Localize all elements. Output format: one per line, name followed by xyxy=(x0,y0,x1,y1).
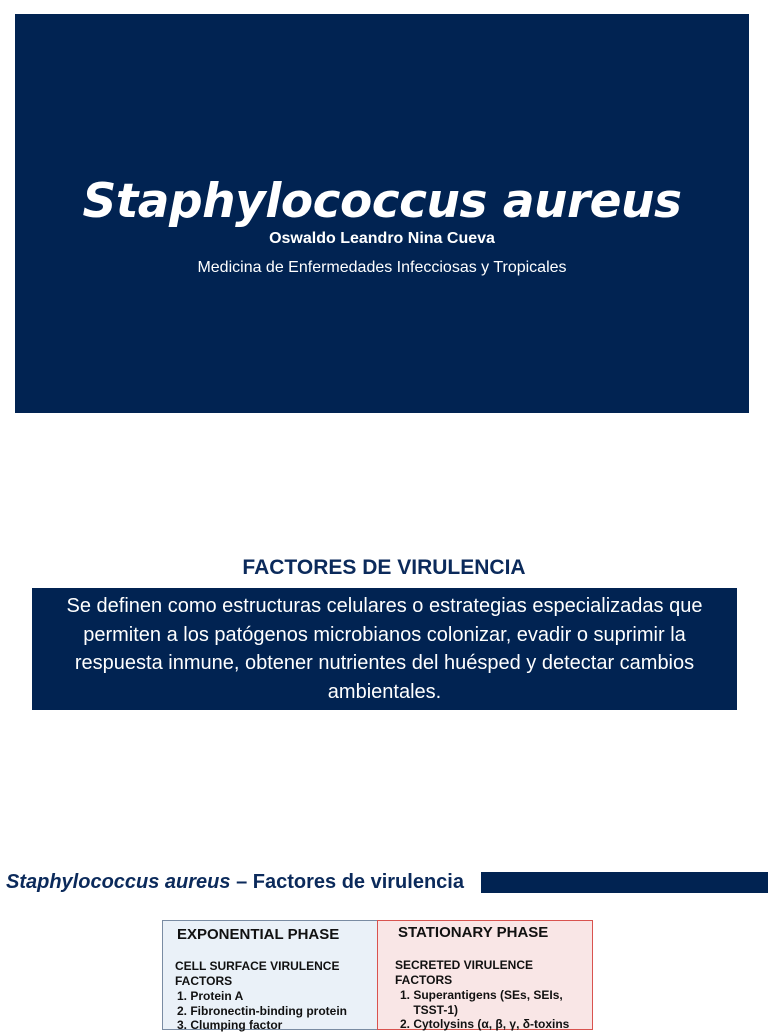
virulence-definition: Se definen como estructuras celulares o estrategias especializadas que permiten a los patógenos microbianos colonizar, evadir o suprimir la respuesta inmune, obtener nutrientes del huésped y detectar cambios ambientales. xyxy=(32,588,737,710)
list-item: 1. Protein A xyxy=(177,989,244,1003)
exponential-subheading xyxy=(175,959,339,989)
virulence-heading: FACTORES DE VIRULENCIA xyxy=(242,556,526,579)
exponential-phase-heading: EXPONENTIAL PHASE xyxy=(177,926,340,943)
list-item: TSST-1) xyxy=(400,1002,459,1017)
list-item: 2. Fibronectin-binding protein xyxy=(177,1003,347,1018)
slide-title: Staphylococcus aureus xyxy=(82,174,682,229)
slide3-title xyxy=(6,871,464,894)
stationary-factor-list xyxy=(400,988,569,1032)
department: Medicina de Enfermedades Infecciosas y Tropicales xyxy=(197,259,567,276)
stationary-subheading-line2: FACTORS xyxy=(395,973,453,987)
stationary-subheading-line1: SECRETED VIRULENCE xyxy=(395,958,534,972)
stationary-phase-panel xyxy=(377,920,593,1030)
author-name: Oswaldo Leandro Nina Cueva xyxy=(269,230,495,247)
slide3-title-organism: Staphylococcus aureus xyxy=(6,871,231,893)
title-accent-bar xyxy=(481,872,768,893)
list-item: 1. Superantigens (SEs, SEIs, xyxy=(400,988,563,1002)
exponential-subheading-line2: FACTORS xyxy=(175,974,233,988)
list-item: 3. Clumping factor xyxy=(177,1018,283,1032)
exponential-factor-list xyxy=(177,989,347,1033)
stationary-phase-heading: STATIONARY PHASE xyxy=(398,924,549,941)
title-slide xyxy=(15,14,749,413)
exponential-subheading-line1: CELL SURFACE VIRULENCE xyxy=(175,959,340,973)
exponential-phase-panel xyxy=(162,920,378,1030)
stationary-subheading xyxy=(395,958,533,988)
list-item: 2. Cytolysins (α, β, γ, δ-toxins xyxy=(400,1017,570,1031)
slide3-title-rest: – Factores de virulencia xyxy=(230,871,464,893)
